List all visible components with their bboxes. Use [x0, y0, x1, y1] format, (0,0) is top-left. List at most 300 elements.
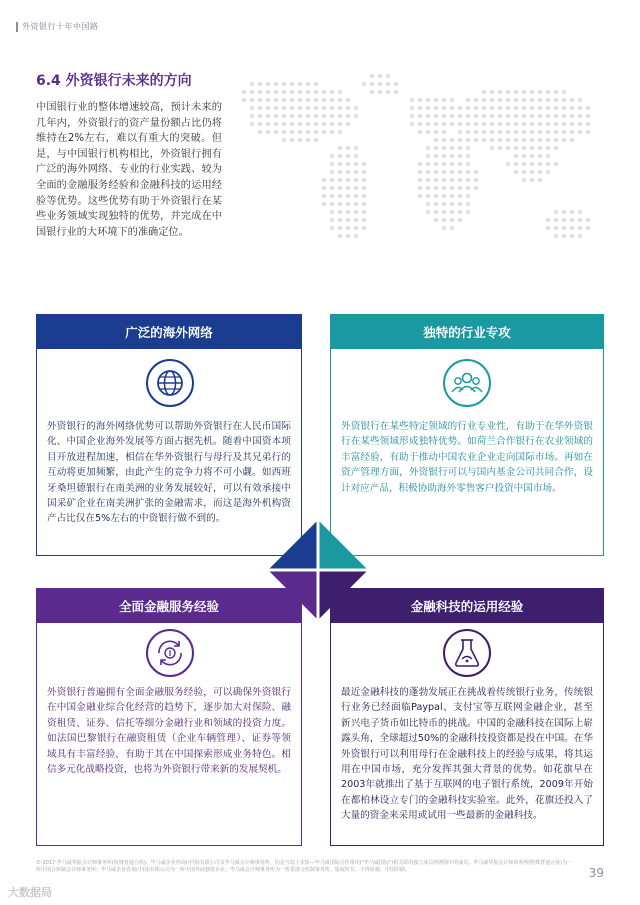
map-dot	[354, 234, 358, 238]
map-dot	[282, 90, 286, 94]
map-dot	[490, 138, 494, 142]
map-dot	[506, 114, 510, 118]
map-dot	[570, 210, 574, 214]
map-dot	[466, 98, 470, 102]
map-dot	[482, 122, 486, 126]
map-dot	[442, 170, 446, 174]
map-dot	[442, 226, 446, 230]
map-dot	[330, 178, 334, 182]
map-dot	[346, 170, 350, 174]
map-dot	[546, 114, 550, 118]
map-dot	[554, 234, 558, 238]
map-dot	[458, 178, 462, 182]
map-dot	[250, 98, 254, 102]
map-dot	[290, 138, 294, 142]
map-dot	[578, 122, 582, 126]
map-dot	[354, 194, 358, 198]
map-dot	[346, 218, 350, 222]
map-dot	[450, 122, 454, 126]
map-dot	[458, 202, 462, 206]
center-diamond-graphic	[268, 520, 368, 620]
map-dot	[466, 106, 470, 110]
map-dot	[450, 178, 454, 182]
map-dot	[346, 162, 350, 166]
map-dot	[426, 162, 430, 166]
map-dot	[322, 202, 326, 206]
map-dot	[514, 154, 518, 158]
map-dot	[506, 130, 510, 134]
map-dot	[498, 130, 502, 134]
map-dot	[338, 122, 342, 126]
map-dot	[570, 114, 574, 118]
map-dot	[490, 98, 494, 102]
map-dot	[362, 178, 366, 182]
map-dot	[338, 114, 342, 118]
map-dot	[442, 106, 446, 110]
map-dot	[274, 106, 278, 110]
map-dot	[586, 114, 590, 118]
map-dot	[354, 178, 358, 182]
map-dot	[466, 202, 470, 206]
map-dot	[354, 202, 358, 206]
map-dot	[442, 186, 446, 190]
map-dot	[498, 146, 502, 150]
map-dot	[450, 106, 454, 110]
map-dot	[578, 106, 582, 110]
map-dot	[266, 82, 270, 86]
map-dot	[530, 154, 534, 158]
map-dot	[306, 114, 310, 118]
map-dot	[250, 106, 254, 110]
map-dot	[338, 178, 342, 182]
map-dot	[442, 178, 446, 182]
map-dot	[450, 138, 454, 142]
map-dot	[330, 226, 334, 230]
map-dot	[410, 122, 414, 126]
map-dot	[514, 146, 518, 150]
map-dot	[450, 154, 454, 158]
map-dot	[274, 130, 278, 134]
map-dot	[282, 98, 286, 102]
map-dot	[546, 154, 550, 158]
map-dot	[354, 210, 358, 214]
map-dot	[298, 106, 302, 110]
map-dot	[578, 130, 582, 134]
map-dot	[466, 162, 470, 166]
map-dot	[530, 138, 534, 142]
map-dot	[490, 130, 494, 134]
map-dot	[538, 146, 542, 150]
map-dot	[482, 98, 486, 102]
card-title: 独特的行业专攻	[331, 315, 603, 349]
map-dot	[554, 114, 558, 118]
map-dot	[282, 138, 286, 142]
map-dot	[410, 98, 414, 102]
map-dot	[386, 74, 390, 78]
map-dot	[362, 218, 366, 222]
map-dot	[466, 154, 470, 158]
map-dot	[298, 114, 302, 118]
map-dot	[554, 106, 558, 110]
map-dot	[530, 162, 534, 166]
map-dot	[282, 122, 286, 126]
map-dot	[426, 178, 430, 182]
map-dot	[330, 106, 334, 110]
map-dot	[434, 202, 438, 206]
map-dot	[530, 178, 534, 182]
map-dot	[434, 114, 438, 118]
map-dot	[330, 90, 334, 94]
map-dot	[274, 122, 278, 126]
map-dot	[250, 82, 254, 86]
map-dot	[514, 162, 518, 166]
map-dot	[426, 194, 430, 198]
map-dot	[466, 130, 470, 134]
map-dot	[450, 98, 454, 102]
map-dot	[514, 90, 518, 94]
map-dot	[346, 194, 350, 198]
map-dot	[474, 106, 478, 110]
map-dot	[450, 194, 454, 198]
map-dot	[242, 98, 246, 102]
map-dot	[442, 122, 446, 126]
map-dot	[434, 146, 438, 150]
map-dot	[562, 130, 566, 134]
map-dot	[338, 218, 342, 222]
map-dot	[458, 218, 462, 222]
map-dot	[362, 186, 366, 190]
map-dot	[354, 226, 358, 230]
map-dot	[538, 170, 542, 174]
flask-icon	[443, 629, 491, 677]
section-title: 6.4 外资银行未来的方向	[36, 73, 192, 89]
map-dot	[474, 122, 478, 126]
map-dot	[338, 234, 342, 238]
map-dot	[522, 122, 526, 126]
map-dot	[586, 106, 590, 110]
map-dot	[354, 218, 358, 222]
map-dot	[514, 122, 518, 126]
map-dot	[570, 234, 574, 238]
map-dot	[538, 130, 542, 134]
map-dot	[482, 130, 486, 134]
map-dot	[338, 154, 342, 158]
map-dot	[530, 122, 534, 126]
map-dot	[354, 162, 358, 166]
map-dot	[322, 178, 326, 182]
map-dot	[442, 194, 446, 198]
map-dot	[346, 226, 350, 230]
map-dot	[314, 106, 318, 110]
map-dot	[418, 178, 422, 182]
map-dot	[346, 202, 350, 206]
map-dot	[458, 162, 462, 166]
map-dot	[570, 98, 574, 102]
map-dot	[554, 226, 558, 230]
map-dot	[562, 138, 566, 142]
map-dot	[450, 210, 454, 214]
map-dot	[562, 98, 566, 102]
map-dot	[570, 106, 574, 110]
map-dot	[546, 98, 550, 102]
map-dot	[418, 114, 422, 118]
map-dot	[458, 122, 462, 126]
map-dot	[466, 194, 470, 198]
map-dot	[386, 82, 390, 86]
map-dot	[546, 226, 550, 230]
card-fintech	[330, 588, 604, 846]
map-dot	[586, 130, 590, 134]
map-dot	[338, 162, 342, 166]
world-map-dots-illustration	[232, 64, 612, 274]
card-body: 外资银行普遍拥有全面金融服务经验，可以确保外资银行在中国金融业综合化经营的趋势下，逐步加大对保险、融资租赁、证券、信托等细分金融行业和领域的投资力度。如法国巴黎银行在融资租赁（企业车辆管理）、证券等领域具有丰富经验，有助于其在中国探索形成业务特色。相信多元化战略投资，也将为外资银行带来新的发展契机。	[47, 687, 291, 776]
map-dot	[250, 122, 254, 126]
map-dot	[570, 122, 574, 126]
map-dot	[522, 114, 526, 118]
map-dot	[578, 226, 582, 230]
map-dot	[474, 114, 478, 118]
map-dot	[274, 82, 278, 86]
map-dot	[306, 106, 310, 110]
map-dot	[474, 178, 478, 182]
map-dot	[266, 106, 270, 110]
map-dot	[338, 98, 342, 102]
map-dot	[578, 218, 582, 222]
map-dot	[578, 234, 582, 238]
map-dot	[498, 90, 502, 94]
map-dot	[458, 130, 462, 134]
map-dot	[530, 106, 534, 110]
map-dot	[546, 130, 550, 134]
map-dot	[442, 162, 446, 166]
map-dot	[506, 98, 510, 102]
map-dot	[522, 170, 526, 174]
map-dot	[434, 194, 438, 198]
map-dot	[290, 82, 294, 86]
map-dot	[490, 90, 494, 94]
map-dot	[562, 114, 566, 118]
map-dot	[442, 218, 446, 222]
map-dot	[362, 194, 366, 198]
card-body: 最近金融科技的蓬勃发展正在挑战着传统银行业务，传统银行业务已经面临Paypal、支付宝等互联网金融企业，甚至新兴电子货币如比特币的挑战。中国的金融科技在国际上崭露头角，全球超过50%的金融科技投资都是投在中国。在华外资银行可以利用母行在金融科技上的经验与成果，将其运用在中国市场，充分发挥其强大背景的优势。如花旗早在2003年就推出了基于互联网的电子银行系统，2009年开始在都柏林设立专门的金融科技实验室。此外，花旗还投入了大量的资金来采用或试用一些最新的金融科技。	[341, 687, 593, 822]
map-dot	[530, 114, 534, 118]
map-dot	[306, 90, 310, 94]
map-dot	[442, 202, 446, 206]
map-dot	[258, 90, 262, 94]
map-dot	[306, 82, 310, 86]
map-dot	[514, 170, 518, 174]
map-dot	[266, 130, 270, 134]
map-dot	[266, 122, 270, 126]
map-dot	[346, 210, 350, 214]
map-dot	[370, 82, 374, 86]
map-dot	[346, 154, 350, 158]
map-dot	[482, 106, 486, 110]
map-dot	[578, 114, 582, 118]
map-dot	[450, 170, 454, 174]
map-dot	[458, 170, 462, 174]
map-dot	[354, 114, 358, 118]
map-dot	[434, 106, 438, 110]
map-dot	[434, 98, 438, 102]
map-dot	[258, 114, 262, 118]
map-dot	[538, 114, 542, 118]
map-dot	[306, 122, 310, 126]
map-dot	[330, 218, 334, 222]
watermark: 大数据局	[8, 886, 52, 899]
map-dot	[522, 178, 526, 182]
map-dot	[330, 130, 334, 134]
map-dot	[386, 90, 390, 94]
map-dot	[554, 90, 558, 94]
map-dot	[506, 146, 510, 150]
map-dot	[362, 226, 366, 230]
map-dot	[322, 106, 326, 110]
map-dot	[362, 162, 366, 166]
map-dot	[314, 98, 318, 102]
map-dot	[330, 210, 334, 214]
running-header: 外资银行十年中国路	[22, 22, 99, 31]
map-dot	[530, 130, 534, 134]
map-dot	[474, 130, 478, 134]
map-dot	[338, 226, 342, 230]
map-dot	[338, 90, 342, 94]
people-group-icon	[443, 359, 491, 407]
map-dot	[426, 114, 430, 118]
map-dot	[466, 114, 470, 118]
map-dot	[546, 138, 550, 142]
map-dot	[570, 130, 574, 134]
map-dot	[418, 194, 422, 198]
map-dot	[466, 146, 470, 150]
map-dot	[242, 90, 246, 94]
card-overseas-network	[36, 314, 302, 556]
map-dot	[346, 146, 350, 150]
map-dot	[570, 226, 574, 230]
map-dot	[466, 186, 470, 190]
map-dot	[530, 90, 534, 94]
map-dot	[298, 138, 302, 142]
map-dot	[322, 130, 326, 134]
map-dot	[258, 130, 262, 134]
map-dot	[514, 130, 518, 134]
map-dot	[354, 154, 358, 158]
map-dot	[562, 210, 566, 214]
map-dot	[338, 186, 342, 190]
map-dot	[498, 114, 502, 118]
map-dot	[378, 74, 382, 78]
map-dot	[498, 98, 502, 102]
map-dot	[410, 106, 414, 110]
map-dot	[258, 122, 262, 126]
map-dot	[314, 130, 318, 134]
map-dot	[554, 218, 558, 222]
map-dot	[282, 82, 286, 86]
map-dot	[346, 234, 350, 238]
card-title: 广泛的海外网络	[37, 315, 301, 349]
map-dot	[258, 82, 262, 86]
map-dot	[426, 210, 430, 214]
map-dot	[554, 130, 558, 134]
map-dot	[258, 106, 262, 110]
map-dot	[506, 162, 510, 166]
map-dot	[322, 114, 326, 118]
map-dot	[482, 114, 486, 118]
map-dot	[554, 98, 558, 102]
map-dot	[354, 170, 358, 174]
map-dot	[418, 98, 422, 102]
map-dot	[394, 90, 398, 94]
map-dot	[474, 138, 478, 142]
map-dot	[330, 98, 334, 102]
map-dot	[538, 162, 542, 166]
map-dot	[274, 114, 278, 118]
map-dot	[554, 146, 558, 150]
map-dot	[570, 138, 574, 142]
map-dot	[562, 226, 566, 230]
map-dot	[434, 186, 438, 190]
globe-icon	[146, 359, 194, 407]
map-dot	[562, 234, 566, 238]
map-dot	[498, 138, 502, 142]
map-dot	[274, 90, 278, 94]
map-dot	[426, 202, 430, 206]
map-dot	[306, 130, 310, 134]
map-dot	[298, 82, 302, 86]
map-dot	[450, 162, 454, 166]
currency-exchange-icon	[146, 629, 194, 677]
map-dot	[450, 146, 454, 150]
map-dot	[514, 114, 518, 118]
map-dot	[434, 170, 438, 174]
intro-paragraph: 中国银行业的整体增速较高，预计未来的几年内，外资银行的资产量份额占比仍将维持在2%左右，难以有重大的突破。但是，与中国银行机构相比，外资银行拥有广泛的海外网络、专业的行业实践、较为全面的金融服务经验和金融科技的运用经验等优势。这些优势有助于外资银行在某些业务领域实现独特的优势，并完成在中国银行业的大环境下的准确定位。	[36, 102, 222, 238]
map-dot	[338, 146, 342, 150]
map-dot	[426, 154, 430, 158]
map-dot	[570, 218, 574, 222]
map-dot	[506, 106, 510, 110]
map-dot	[458, 106, 462, 110]
map-dot	[434, 162, 438, 166]
map-dot	[338, 210, 342, 214]
map-dot	[546, 122, 550, 126]
map-dot	[546, 162, 550, 166]
map-dot	[466, 122, 470, 126]
map-dot	[354, 106, 358, 110]
map-dot	[514, 138, 518, 142]
map-dot	[482, 138, 486, 142]
map-dot	[562, 122, 566, 126]
map-dot	[418, 130, 422, 134]
map-dot	[522, 138, 526, 142]
map-dot	[346, 98, 350, 102]
map-dot	[538, 90, 542, 94]
map-dot	[530, 170, 534, 174]
map-dot	[578, 98, 582, 102]
map-dot	[474, 170, 478, 174]
map-dot	[450, 218, 454, 222]
map-dot	[378, 90, 382, 94]
map-dot	[418, 162, 422, 166]
map-dot	[338, 194, 342, 198]
footer-copyright: © 2017 毕马威华振会计师事务所(特殊普通合伙)、毕马威企业咨询(中国)有限公司及毕马威会计师事务所，均是与瑞士实体—毕马威国际合作组织("毕马威国际")相关联的独立成员所网络中的成员。毕马威华振会计师事务所(特殊普通合伙)为一所中国合伙制会计师事务所；毕马威企业咨询(中国)有限公司为一所中国外商独资企业；毕马威会计师事务所为一所香港合伙制事务所。版权所有，不得转载。中国印刷。	[36, 860, 573, 873]
map-dot	[450, 202, 454, 206]
map-dot	[250, 90, 254, 94]
map-dot	[546, 90, 550, 94]
map-dot	[346, 178, 350, 182]
map-dot	[258, 98, 262, 102]
map-dot	[266, 114, 270, 118]
map-dot	[346, 106, 350, 110]
